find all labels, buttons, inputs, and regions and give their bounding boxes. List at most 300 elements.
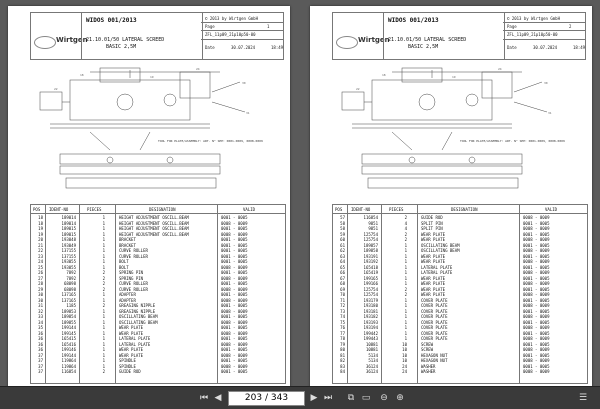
previous-page-icon[interactable]: ◀ (214, 393, 222, 403)
row-pos: 61 (340, 242, 345, 248)
row-designation: BRACKET (119, 237, 136, 242)
row-pos: 19 (38, 226, 43, 231)
row-pos: 65 (340, 264, 345, 270)
row-valid: 0001 - 0005 (221, 259, 248, 264)
row-valid: 0008 - 0009 (523, 314, 550, 319)
row-valid: 0001 - 0005 (221, 242, 248, 248)
row-designation: COVER PLATE (421, 325, 448, 330)
row-pos: 60 (340, 237, 345, 242)
row-designation: OSCILLATING BEAM (421, 248, 460, 253)
row-valid: 0001 - 0005 (523, 242, 550, 248)
page-number: 1 (267, 24, 270, 29)
row-ident: 1185 (66, 303, 76, 308)
row-valid: 0001 - 0005 (523, 297, 550, 303)
row-ident: 10881 (365, 347, 378, 352)
row-pos: 37 (38, 352, 43, 358)
row-pieces: 1 (102, 292, 105, 297)
technical-drawing (30, 62, 284, 198)
row-ident: 5134 (368, 352, 378, 358)
row-pos: 18 (38, 215, 43, 220)
row-pieces: 24 (402, 363, 407, 369)
row-ident: 165416 (61, 341, 76, 347)
row-pieces: 1 (102, 264, 105, 270)
row-ident: 7892 (66, 275, 76, 281)
row-valid: 0001 - 0005 (523, 220, 550, 226)
technical-drawing (332, 62, 586, 198)
total-pages: 343 (270, 393, 289, 403)
row-pieces: 2 (404, 237, 407, 242)
row-pieces: 1 (102, 319, 105, 325)
row-valid: 0008 - 0009 (221, 330, 248, 336)
row-designation: WEAR PLATE (421, 231, 446, 237)
row-pieces: 4 (404, 220, 407, 226)
zoom-out-icon[interactable]: ⊖ (380, 393, 388, 403)
row-pos: 37 (38, 363, 43, 369)
row-pieces: 2 (404, 215, 407, 220)
row-pieces: 2 (102, 369, 105, 374)
row-pos: 27 (38, 275, 43, 281)
row-designation: LATERAL PLATE (119, 336, 151, 341)
row-pos: 22 (38, 248, 43, 253)
row-valid: 0001 - 0005 (221, 325, 248, 330)
row-pieces: 1 (102, 248, 105, 253)
row-valid: 0001 - 0005 (523, 341, 550, 347)
page-label: Page (507, 24, 517, 29)
current-page: 203 (244, 393, 263, 403)
row-valid: 0001 - 0005 (221, 292, 248, 297)
row-pos: 75 (340, 319, 345, 325)
row-ident: 116854 (61, 369, 76, 374)
row-ident: 10881 (365, 341, 378, 347)
row-designation: WEAR PLATE (421, 259, 446, 264)
page-number-input[interactable]: 203 / 343 (228, 391, 305, 406)
row-ident: 137165 (61, 297, 76, 303)
page-header (30, 12, 284, 60)
row-pos: 31 (38, 303, 43, 308)
row-ident: 36124 (365, 363, 378, 369)
menu-icon[interactable]: ☰ (578, 393, 588, 403)
row-pos: 35 (38, 325, 43, 330)
row-designation: HEIGHT ADJUSTMENT OSCILL.BEAM (119, 226, 189, 231)
row-ident: 189014 (61, 220, 76, 226)
row-pos: 34 (38, 319, 43, 325)
row-pos: 21 (38, 242, 43, 248)
row-designation: OSCILLATING BEAM (119, 319, 158, 325)
row-pieces: 10 (402, 358, 407, 363)
row-pos: 83 (340, 363, 345, 369)
row-ident: 193194 (363, 325, 378, 330)
row-designation: LATERAL PLATE (421, 264, 453, 270)
row-pos: 77 (340, 330, 345, 336)
row-pieces: 1 (102, 215, 105, 220)
row-designation: WASHER (421, 369, 436, 374)
row-ident: 5134 (368, 358, 378, 363)
row-designation: WEAR PLATE (421, 286, 446, 292)
copyright-text: © 2013 by Wirtgen GmbH (205, 16, 258, 21)
row-designation: WEAR PLATE (421, 253, 446, 259)
svg-text:22: 22 (54, 87, 58, 91)
row-ident: 189015 (61, 226, 76, 231)
row-valid: 0001 - 0005 (221, 270, 248, 275)
row-pieces: 1 (404, 253, 407, 259)
row-pieces: 4 (404, 226, 407, 231)
row-designation: WEAR PLATE (421, 275, 446, 281)
row-designation: GREASING NIPPLE (119, 308, 156, 314)
date-value: 30.07.2024 (533, 45, 558, 50)
row-pieces: 1 (102, 314, 105, 319)
table-body (333, 215, 587, 375)
row-ident: 189858 (363, 248, 378, 253)
row-pieces: 1 (404, 270, 407, 275)
row-pos: 18 (38, 220, 43, 226)
row-valid: 0008 - 0009 (221, 341, 248, 347)
row-ident: 125754 (363, 292, 378, 297)
row-pieces: 1 (404, 259, 407, 264)
row-ident: 119864 (61, 358, 76, 363)
row-ident: 193191 (363, 253, 378, 259)
row-pieces: 2 (102, 281, 105, 286)
row-pieces: 2 (102, 286, 105, 292)
row-pos: 62 (340, 248, 345, 253)
row-valid: 0008 - 0009 (523, 259, 550, 264)
row-valid: 0008 - 0009 (523, 270, 550, 275)
row-designation: COVER PLATE (421, 319, 448, 325)
row-valid: 0001 - 0005 (221, 237, 248, 242)
row-valid: 0001 - 0005 (523, 275, 550, 281)
row-ident: 165419 (363, 270, 378, 275)
row-pos: 58 (340, 220, 345, 226)
row-pieces: 1 (102, 308, 105, 314)
row-designation: SCREW (421, 347, 434, 352)
svg-text:19: 19 (452, 75, 456, 79)
row-ident: 193055 (61, 264, 76, 270)
row-designation: WEAR PLATE (421, 237, 446, 242)
row-pos: 26 (38, 270, 43, 275)
row-valid: 0008 - 0009 (221, 264, 248, 270)
row-valid: 0008 - 0009 (523, 369, 550, 374)
row-pieces: 1 (404, 297, 407, 303)
table-row (333, 369, 587, 375)
row-pos: 58 (340, 226, 345, 231)
svg-text:30: 30 (544, 81, 548, 85)
row-valid: 0001 - 0005 (523, 253, 550, 259)
row-valid: 0008 - 0009 (523, 237, 550, 242)
row-ident: 125754 (363, 237, 378, 242)
svg-text:18: 18 (80, 73, 84, 77)
first-page-icon[interactable]: ⏮ (199, 393, 209, 403)
row-pieces: 1 (404, 336, 407, 341)
row-valid: 0001 - 0005 (523, 352, 550, 358)
drawing-note: TOOL FOR PLATE/ASSEMBLY: ART. N° SEE: 0001-0009, 0008-0009 (158, 139, 263, 143)
row-pos: 20 (38, 237, 43, 242)
row-pos: 33 (38, 314, 43, 319)
row-ident: 137155 (61, 248, 76, 253)
row-designation: ADAPTER (119, 292, 136, 297)
row-pieces: 10 (402, 347, 407, 352)
row-designation: BOLT (119, 264, 129, 270)
row-ident: 189857 (363, 242, 378, 248)
page-number: 2 (569, 24, 572, 29)
row-pieces: 1 (102, 259, 105, 264)
row-pos: 66 (340, 270, 345, 275)
row-designation: WEAR PLATE (119, 347, 144, 352)
row-ident: 7892 (66, 270, 76, 275)
row-valid: 0008 - 0009 (221, 352, 248, 358)
row-valid: 0001 - 0005 (221, 336, 248, 341)
row-valid: 0008 - 0009 (523, 226, 550, 231)
row-ident: 193049 (61, 242, 76, 248)
description-line-2: BASIC 2,5M (408, 44, 439, 50)
row-designation: ADAPTER (119, 297, 136, 303)
row-pieces: 1 (102, 330, 105, 336)
row-valid: 0001 - 0005 (221, 303, 248, 308)
time-value: 18:49 (271, 45, 284, 50)
row-ident: 199165 (363, 275, 378, 281)
row-valid: 0008 - 0009 (523, 336, 550, 341)
row-ident: 165415 (61, 336, 76, 341)
row-designation: COVER PLATE (421, 336, 448, 341)
row-valid: 0001 - 0005 (221, 226, 248, 231)
fit-page-icon[interactable]: ⧉ (347, 393, 355, 403)
row-pos: 84 (340, 369, 345, 374)
row-pieces: 10 (402, 352, 407, 358)
zoom-in-icon[interactable]: ⊕ (396, 393, 404, 403)
row-pieces: 1 (404, 314, 407, 319)
row-ident: 189853 (61, 308, 76, 314)
document-page-left (8, 6, 290, 388)
row-pos: 79 (340, 341, 345, 347)
row-ident: 189854 (61, 314, 76, 319)
row-valid: 0008 - 0009 (221, 275, 248, 281)
row-pieces: 1 (404, 325, 407, 330)
row-designation: CURVE ROLLER (119, 248, 148, 253)
row-pieces: 2 (404, 286, 407, 292)
row-pieces: 1 (102, 347, 105, 352)
row-pieces: 2 (404, 292, 407, 297)
row-valid: 0001 - 0005 (221, 314, 248, 319)
row-pos: 74 (340, 314, 345, 319)
row-designation: HEXAGON NUT (421, 358, 448, 363)
row-pos: 36 (38, 330, 43, 336)
row-pos: 32 (38, 308, 43, 314)
row-designation: COVER PLATE (421, 303, 448, 308)
row-designation: COVER PLATE (421, 330, 448, 336)
row-valid: 0001 - 0005 (523, 286, 550, 292)
svg-text:24: 24 (498, 67, 502, 71)
row-pieces: 1 (404, 303, 407, 308)
row-ident: 9851 (368, 220, 378, 226)
table-header: POS IDENT-NO PIECES DESIGNATION VALID (333, 205, 587, 214)
row-designation: WEAR PLATE (421, 281, 446, 286)
row-ident: 193180 (363, 303, 378, 308)
row-pos: 37 (38, 358, 43, 363)
row-designation: SPRING PIN (119, 275, 144, 281)
row-ident: 165418 (363, 264, 378, 270)
doc-code: ZFL_11p09_21p10p50-00 (507, 32, 558, 37)
row-pieces: 1 (404, 248, 407, 253)
row-ident: 193193 (363, 319, 378, 325)
doc-code: ZFL_11p09_21p10p50-00 (205, 32, 256, 37)
row-ident: 193048 (61, 237, 76, 242)
row-designation: CURVE ROLLER (119, 253, 148, 259)
row-pos: 57 (340, 215, 345, 220)
svg-text:22: 22 (356, 87, 360, 91)
row-valid: 0001 - 0005 (523, 231, 550, 237)
row-designation: SPLIT PIN (421, 226, 443, 231)
row-pos: 19 (38, 231, 43, 237)
row-ident: 193055 (61, 259, 76, 264)
row-valid: 0008 - 0009 (523, 248, 550, 253)
row-designation: HEIGHT ADJUSTMENT OSCILL.BEAM (119, 220, 189, 226)
row-ident: 199442 (363, 330, 378, 336)
row-designation: GREASING NIPPLE (119, 303, 156, 308)
date-value: 30.07.2024 (231, 45, 256, 50)
row-pos: 70 (340, 292, 345, 297)
next-page-icon[interactable]: ▶ (310, 393, 318, 403)
model-title: WIDOS 001/2013 (86, 17, 137, 24)
row-ident: 68098 (63, 286, 76, 292)
row-ident: 189014 (61, 215, 76, 220)
row-pieces: 1 (404, 242, 407, 248)
table-header: POS IDENT-NO PIECES DESIGNATION VALID (31, 205, 285, 214)
row-valid: 0001 - 0005 (221, 358, 248, 363)
wirtgen-logo: Wirtgen (336, 35, 380, 49)
row-pos: 59 (340, 231, 345, 237)
parts-table (332, 204, 588, 384)
row-designation: LATERAL PLATE (119, 341, 151, 347)
row-ident: 116854 (363, 215, 378, 220)
row-designation: OSCILLATING BEAM (119, 314, 158, 319)
row-valid: 0008 - 0009 (523, 215, 550, 220)
row-designation: LATERAL PLATE (421, 270, 453, 275)
row-ident: 137155 (61, 253, 76, 259)
row-valid: 0008 - 0009 (523, 325, 550, 330)
row-valid: 0008 - 0009 (221, 363, 248, 369)
svg-text:30: 30 (242, 81, 246, 85)
row-pieces: 2 (102, 303, 105, 308)
row-ident: 137165 (61, 292, 76, 297)
row-valid: 0001 - 0005 (221, 248, 248, 253)
row-pieces: 1 (404, 264, 407, 270)
row-valid: 0008 - 0009 (221, 231, 248, 237)
row-pos: 64 (340, 259, 345, 264)
row-designation: BRACKET (119, 242, 136, 248)
row-ident: 193182 (363, 314, 378, 319)
last-page-icon[interactable]: ⏭ (323, 393, 333, 403)
row-valid: 0001 - 0005 (523, 330, 550, 336)
row-pos: 78 (340, 336, 345, 341)
row-pos: 67 (340, 275, 345, 281)
drawing-note: TOOL FOR PLATE/ASSEMBLY: ART. N° SEE: 0001-0009, 0008-0009 (460, 139, 565, 143)
row-designation: COVER PLATE (421, 297, 448, 303)
row-pos: 68 (340, 281, 345, 286)
row-ident: 36124 (365, 369, 378, 374)
row-pieces: 1 (102, 358, 105, 363)
table-row (31, 369, 285, 375)
row-pieces: 2 (102, 275, 105, 281)
row-ident: 193192 (363, 259, 378, 264)
svg-text:18: 18 (382, 73, 386, 77)
row-pieces: 1 (404, 275, 407, 281)
date-label: Date (507, 45, 517, 50)
row-designation: WEAR PLATE (119, 330, 144, 336)
row-pos: 76 (340, 325, 345, 330)
row-valid: 0008 - 0009 (523, 281, 550, 286)
row-pieces: 1 (102, 325, 105, 330)
row-designation: WASHER (421, 363, 436, 369)
row-pieces: 1 (102, 336, 105, 341)
row-designation: HEIGHT ADJUSTMENT OSCILL.BEAM (119, 231, 189, 237)
row-ident: 199144 (61, 352, 76, 358)
row-designation: HEXAGON NUT (421, 352, 448, 358)
description-line-2: BASIC 2,5M (106, 44, 137, 50)
row-pos: 36 (38, 341, 43, 347)
row-pos: 23 (38, 253, 43, 259)
row-pos: 24 (38, 259, 43, 264)
row-designation: CURVE ROLLER (119, 286, 148, 292)
row-designation: SPLIT PIN (421, 220, 443, 226)
row-valid: 0001 - 0005 (523, 319, 550, 325)
row-pos: 36 (38, 347, 43, 352)
row-designation: GUIDE ROD (119, 369, 141, 374)
row-pos: 28 (38, 281, 43, 286)
row-designation: COVER PLATE (421, 314, 448, 319)
viewer-toolbar (0, 386, 600, 409)
row-pieces: 1 (102, 242, 105, 248)
table-body (31, 215, 285, 375)
row-designation: WEAR PLATE (119, 352, 144, 358)
row-pos: 25 (38, 264, 43, 270)
row-pieces: 1 (102, 231, 105, 237)
parts-table (30, 204, 286, 384)
description-line-1: 21.10.01/50 LATERAL SCREED (388, 37, 467, 43)
row-valid: 0008 - 0009 (523, 358, 550, 363)
row-pieces: 1 (102, 363, 105, 369)
row-pieces: 1 (102, 341, 105, 347)
row-pieces: 1 (404, 330, 407, 336)
row-ident: 125754 (363, 231, 378, 237)
row-ident: 193179 (363, 297, 378, 303)
row-valid: 0001 - 0005 (221, 347, 248, 352)
row-pos: 29 (38, 286, 43, 292)
row-designation: BOLT (119, 259, 129, 264)
row-valid: 0008 - 0009 (221, 286, 248, 292)
row-valid: 0001 - 0005 (221, 281, 248, 286)
row-designation: WEAR PLATE (119, 325, 144, 330)
row-ident: 193181 (363, 308, 378, 314)
row-designation: COVER PLATE (421, 308, 448, 314)
row-pos: 81 (340, 352, 345, 358)
row-pieces: 1 (102, 226, 105, 231)
row-pos: 30 (38, 297, 43, 303)
row-pos: 69 (340, 286, 345, 292)
row-pos: 37 (38, 369, 43, 374)
svg-text:31: 31 (548, 111, 552, 115)
row-designation: SPRING PIN (119, 270, 144, 275)
row-pieces: 1 (404, 308, 407, 314)
row-valid: 0008 - 0009 (523, 347, 550, 352)
row-ident: 199146 (61, 347, 76, 352)
row-ident: 119864 (61, 363, 76, 369)
row-pos: 80 (340, 347, 345, 352)
page-header (332, 12, 586, 60)
row-designation: HEIGHT ADJUSTMENT OSCILL.BEAM (119, 215, 189, 220)
model-title: WIDOS 001/2013 (388, 17, 439, 24)
row-valid: 0008 - 0009 (523, 303, 550, 308)
row-designation: OSCILLATING BEAM (421, 242, 460, 248)
fit-width-icon[interactable]: ▭ (361, 393, 371, 403)
row-pieces: 24 (402, 369, 407, 374)
